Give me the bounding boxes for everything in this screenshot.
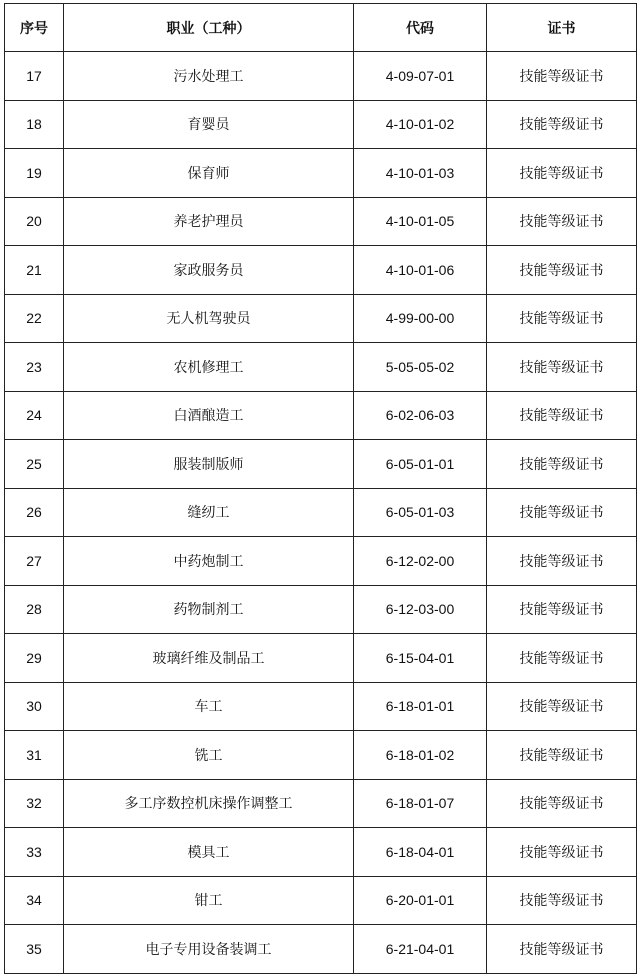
row-certificate-cell: 技能等级证书 xyxy=(487,488,637,537)
row-serial-cell: 17 xyxy=(5,52,64,101)
row-occupation-cell: 缝纫工 xyxy=(64,488,354,537)
row-occupation-cell: 车工 xyxy=(64,682,354,731)
row-certificate-cell: 技能等级证书 xyxy=(487,876,637,925)
row-code-cell: 6-12-02-00 xyxy=(354,537,487,586)
table-row xyxy=(5,343,637,392)
occupation-table xyxy=(4,3,637,974)
row-occupation-cell: 污水处理工 xyxy=(64,52,354,101)
row-certificate-cell: 技能等级证书 xyxy=(487,779,637,828)
row-code-cell: 4-09-07-01 xyxy=(354,52,487,101)
row-certificate-cell: 技能等级证书 xyxy=(487,100,637,149)
row-certificate-cell: 技能等级证书 xyxy=(487,343,637,392)
row-code-cell: 6-18-04-01 xyxy=(354,828,487,877)
row-code-cell: 4-99-00-00 xyxy=(354,294,487,343)
row-code-cell: 6-18-01-02 xyxy=(354,731,487,780)
table-row xyxy=(5,876,637,925)
row-certificate-cell: 技能等级证书 xyxy=(487,149,637,198)
row-occupation-cell: 药物制剂工 xyxy=(64,585,354,634)
row-certificate-cell: 技能等级证书 xyxy=(487,294,637,343)
table-row xyxy=(5,585,637,634)
row-serial-cell: 35 xyxy=(5,925,64,974)
row-serial-cell: 33 xyxy=(5,828,64,877)
row-serial-cell: 22 xyxy=(5,294,64,343)
table-row xyxy=(5,779,637,828)
row-serial-cell: 27 xyxy=(5,537,64,586)
row-code-cell: 4-10-01-02 xyxy=(354,100,487,149)
row-certificate-cell: 技能等级证书 xyxy=(487,925,637,974)
row-occupation-cell: 中药炮制工 xyxy=(64,537,354,586)
row-occupation-cell: 育婴员 xyxy=(64,100,354,149)
row-code-cell: 6-12-03-00 xyxy=(354,585,487,634)
table-row xyxy=(5,52,637,101)
row-serial-cell: 26 xyxy=(5,488,64,537)
row-serial-cell: 23 xyxy=(5,343,64,392)
row-occupation-cell: 电子专用设备装调工 xyxy=(64,925,354,974)
row-code-cell: 6-02-06-03 xyxy=(354,391,487,440)
table-row xyxy=(5,100,637,149)
table-row xyxy=(5,246,637,295)
table-row xyxy=(5,828,637,877)
table-row xyxy=(5,197,637,246)
table-row xyxy=(5,440,637,489)
row-certificate-cell: 技能等级证书 xyxy=(487,634,637,683)
header-code: 代码 xyxy=(354,4,487,52)
row-certificate-cell: 技能等级证书 xyxy=(487,731,637,780)
row-serial-cell: 31 xyxy=(5,731,64,780)
row-code-cell: 5-05-05-02 xyxy=(354,343,487,392)
row-certificate-cell: 技能等级证书 xyxy=(487,682,637,731)
table-body xyxy=(5,52,637,974)
row-certificate-cell: 技能等级证书 xyxy=(487,440,637,489)
row-occupation-cell: 服装制版师 xyxy=(64,440,354,489)
row-occupation-cell: 模具工 xyxy=(64,828,354,877)
table-row xyxy=(5,731,637,780)
row-certificate-cell: 技能等级证书 xyxy=(487,246,637,295)
row-serial-cell: 32 xyxy=(5,779,64,828)
table-row xyxy=(5,925,637,974)
row-serial-cell: 30 xyxy=(5,682,64,731)
header-certificate: 证书 xyxy=(487,4,637,52)
row-serial-cell: 20 xyxy=(5,197,64,246)
row-serial-cell: 24 xyxy=(5,391,64,440)
table-row xyxy=(5,488,637,537)
row-serial-cell: 21 xyxy=(5,246,64,295)
row-serial-cell: 18 xyxy=(5,100,64,149)
table-header xyxy=(5,4,637,52)
row-occupation-cell: 无人机驾驶员 xyxy=(64,294,354,343)
row-occupation-cell: 家政服务员 xyxy=(64,246,354,295)
occupation-table-container xyxy=(4,3,636,974)
row-occupation-cell: 养老护理员 xyxy=(64,197,354,246)
row-serial-cell: 28 xyxy=(5,585,64,634)
row-code-cell: 6-05-01-03 xyxy=(354,488,487,537)
table-row xyxy=(5,682,637,731)
header-row xyxy=(5,4,637,52)
row-code-cell: 6-18-01-07 xyxy=(354,779,487,828)
row-occupation-cell: 农机修理工 xyxy=(64,343,354,392)
row-serial-cell: 34 xyxy=(5,876,64,925)
row-serial-cell: 25 xyxy=(5,440,64,489)
row-occupation-cell: 钳工 xyxy=(64,876,354,925)
row-serial-cell: 29 xyxy=(5,634,64,683)
row-code-cell: 6-20-01-01 xyxy=(354,876,487,925)
row-certificate-cell: 技能等级证书 xyxy=(487,537,637,586)
table-row xyxy=(5,537,637,586)
row-code-cell: 6-15-04-01 xyxy=(354,634,487,683)
row-occupation-cell: 保育师 xyxy=(64,149,354,198)
header-serial: 序号 xyxy=(5,4,64,52)
row-code-cell: 6-05-01-01 xyxy=(354,440,487,489)
table-row xyxy=(5,634,637,683)
row-occupation-cell: 铣工 xyxy=(64,731,354,780)
row-code-cell: 6-21-04-01 xyxy=(354,925,487,974)
row-certificate-cell: 技能等级证书 xyxy=(487,585,637,634)
row-certificate-cell: 技能等级证书 xyxy=(487,391,637,440)
table-row xyxy=(5,391,637,440)
row-code-cell: 6-18-01-01 xyxy=(354,682,487,731)
table-row xyxy=(5,149,637,198)
row-occupation-cell: 多工序数控机床操作调整工 xyxy=(64,779,354,828)
row-certificate-cell: 技能等级证书 xyxy=(487,828,637,877)
row-certificate-cell: 技能等级证书 xyxy=(487,52,637,101)
row-code-cell: 4-10-01-05 xyxy=(354,197,487,246)
header-occupation: 职业（工种） xyxy=(64,4,354,52)
row-serial-cell: 19 xyxy=(5,149,64,198)
table-row xyxy=(5,294,637,343)
row-certificate-cell: 技能等级证书 xyxy=(487,197,637,246)
row-code-cell: 4-10-01-03 xyxy=(354,149,487,198)
row-occupation-cell: 玻璃纤维及制品工 xyxy=(64,634,354,683)
row-occupation-cell: 白酒酿造工 xyxy=(64,391,354,440)
row-code-cell: 4-10-01-06 xyxy=(354,246,487,295)
